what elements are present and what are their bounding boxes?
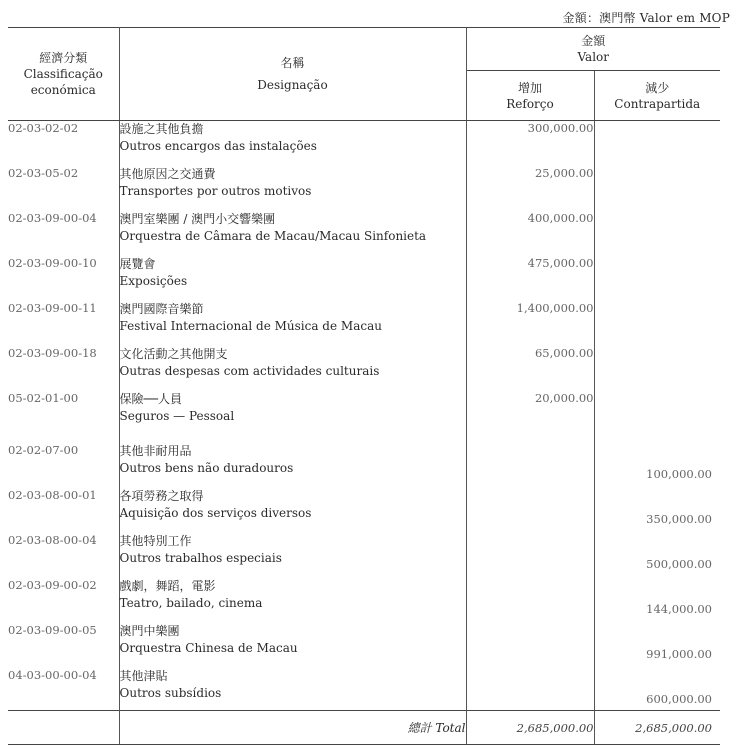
- header-valor: [466, 28, 720, 71]
- row-reforco: [466, 533, 594, 578]
- header-classification-zh: 經濟分類: [39, 51, 88, 65]
- row-designation: [119, 256, 466, 301]
- header-reforco: [466, 71, 594, 121]
- row-designation-pt: Outras despesas com actividades culturais: [119, 363, 380, 378]
- row-reforco: [466, 668, 594, 711]
- table-row: [8, 668, 720, 711]
- header-classification: [8, 28, 119, 121]
- row-designation-zh: 文化活動之其他開支: [119, 346, 228, 361]
- row-designation-pt: Exposições: [119, 273, 188, 288]
- row-contrapartida: [594, 166, 720, 211]
- table-row: [8, 211, 720, 256]
- row-designation-pt: Festival Internacional de Música de Macau: [119, 318, 382, 333]
- row-designation-pt: Transportes por outros motivos: [119, 183, 312, 198]
- header-classification-pt1: Classificação: [23, 67, 103, 81]
- row-contrapartida: [594, 301, 720, 346]
- budget-table: [8, 27, 720, 745]
- row-reforco: [466, 443, 594, 488]
- row-contrapartida: 991,000.00: [646, 646, 712, 661]
- row-code: 02-03-09-00-02: [8, 578, 119, 623]
- row-designation-zh: 戲劇，舞蹈，電影: [119, 578, 216, 593]
- row-reforco: 400,000.00: [466, 211, 594, 256]
- row-code: 02-03-08-00-01: [8, 488, 119, 533]
- total-contrapartida: 2,685,000.00: [594, 711, 720, 745]
- row-designation: [119, 578, 466, 623]
- row-contrapartida: [594, 121, 720, 166]
- currency-note: 金額：澳門幣 Valor em MOP: [562, 11, 730, 25]
- table-row: [8, 346, 720, 391]
- row-designation-zh: 展覽會: [119, 256, 156, 271]
- row-code: 04-03-00-00-04: [8, 668, 119, 711]
- total-row: [8, 711, 720, 745]
- header-reforco-zh: 增加: [517, 80, 542, 95]
- table-row: [8, 443, 720, 488]
- row-designation: [119, 623, 466, 668]
- table-row: [8, 488, 720, 533]
- row-designation-pt: Outros trabalhos especiais: [119, 550, 282, 565]
- row-code: 02-03-02-02: [8, 121, 119, 166]
- row-designation: [119, 443, 466, 488]
- row-contrapartida: 144,000.00: [646, 601, 712, 616]
- total-reforco: 2,685,000.00: [466, 711, 594, 745]
- row-code: 02-03-08-00-04: [8, 533, 119, 578]
- row-reforco: [466, 488, 594, 533]
- row-designation-pt: Orquestra de Câmara de Macau/Macau Sinfonieta: [119, 228, 427, 243]
- table-row: [8, 533, 720, 578]
- header-valor-zh: 金額: [581, 34, 606, 48]
- table-row: [8, 391, 720, 443]
- row-contrapartida: 500,000.00: [646, 556, 712, 571]
- row-designation-zh: 其他非耐用品: [119, 443, 192, 458]
- row-code: 02-02-07-00: [8, 443, 119, 488]
- row-designation-zh: 澳門國際音樂節: [119, 301, 204, 316]
- row-reforco: 65,000.00: [466, 346, 594, 391]
- row-reforco: 25,000.00: [466, 166, 594, 211]
- row-contrapartida: [594, 346, 720, 391]
- row-designation: [119, 121, 466, 166]
- header-contrapartida-pt: Contrapartida: [614, 96, 701, 111]
- row-code: 02-03-09-00-10: [8, 256, 119, 301]
- row-contrapartida: 100,000.00: [646, 466, 712, 481]
- header-valor-pt: Valor: [577, 50, 610, 64]
- table-row: [8, 623, 720, 668]
- header-designation: [119, 28, 466, 121]
- row-reforco: 475,000.00: [466, 256, 594, 301]
- row-designation: [119, 346, 466, 391]
- row-designation: [119, 533, 466, 578]
- row-contrapartida: 600,000.00: [646, 691, 712, 706]
- header-classification-pt2: económica: [30, 83, 96, 97]
- row-designation: [119, 211, 466, 256]
- row-designation-zh: 設施之其他負擔: [119, 122, 204, 136]
- table-row: [8, 121, 720, 166]
- row-designation-pt: Outros bens não duradouros: [119, 460, 294, 475]
- row-reforco: [466, 578, 594, 623]
- row-designation-zh: 澳門中樂團: [119, 623, 180, 638]
- row-designation-zh: 保險──人員: [119, 391, 182, 406]
- row-designation: [119, 166, 466, 211]
- row-designation: [119, 668, 466, 711]
- row-designation-pt: Outros encargos das instalações: [119, 139, 317, 153]
- table-row: [8, 301, 720, 346]
- row-designation-zh: 其他特別工作: [119, 533, 192, 548]
- row-designation-pt: Outros subsídios: [119, 685, 222, 700]
- row-designation-pt: Seguros — Pessoal: [119, 408, 235, 423]
- row-designation-zh: 其他津貼: [119, 668, 168, 683]
- row-reforco: 300,000.00: [466, 121, 594, 166]
- row-code: 02-03-05-02: [8, 166, 119, 211]
- row-reforco: [466, 623, 594, 668]
- header-reforco-pt: Reforço: [506, 96, 554, 111]
- row-designation-zh: 其他原因之交通費: [119, 166, 216, 181]
- row-designation: [119, 488, 466, 533]
- row-contrapartida: [594, 391, 720, 443]
- row-designation-pt: Aquisição dos serviços diversos: [119, 505, 312, 520]
- row-designation-pt: Orquestra Chinesa de Macau: [119, 640, 298, 655]
- header-designation-zh: 名稱: [280, 56, 305, 70]
- row-designation-pt: Teatro, bailado, cinema: [119, 595, 263, 610]
- row-contrapartida: 350,000.00: [646, 511, 712, 526]
- row-code: 02-03-09-00-05: [8, 623, 119, 668]
- total-label: 總計 Total: [119, 711, 466, 745]
- row-contrapartida: [594, 256, 720, 301]
- row-designation-zh: 各項勞務之取得: [119, 488, 204, 503]
- row-contrapartida: [594, 211, 720, 256]
- row-designation: [119, 391, 466, 443]
- table-row: [8, 256, 720, 301]
- row-code: 02-03-09-00-04: [8, 211, 119, 256]
- header-designation-pt: Designação: [257, 78, 328, 92]
- row-designation-zh: 澳門室樂團 / 澳門小交響樂團: [119, 211, 276, 226]
- row-designation: [119, 301, 466, 346]
- header-contrapartida: [594, 71, 720, 121]
- header-contrapartida-zh: 減少: [645, 80, 670, 95]
- table-row: [8, 166, 720, 211]
- table-row: [8, 578, 720, 623]
- row-code: 05-02-01-00: [8, 391, 119, 443]
- row-reforco: 20,000.00: [466, 391, 594, 443]
- row-code: 02-03-09-00-11: [8, 301, 119, 346]
- row-code: 02-03-09-00-18: [8, 346, 119, 391]
- row-reforco: 1,400,000.00: [466, 301, 594, 346]
